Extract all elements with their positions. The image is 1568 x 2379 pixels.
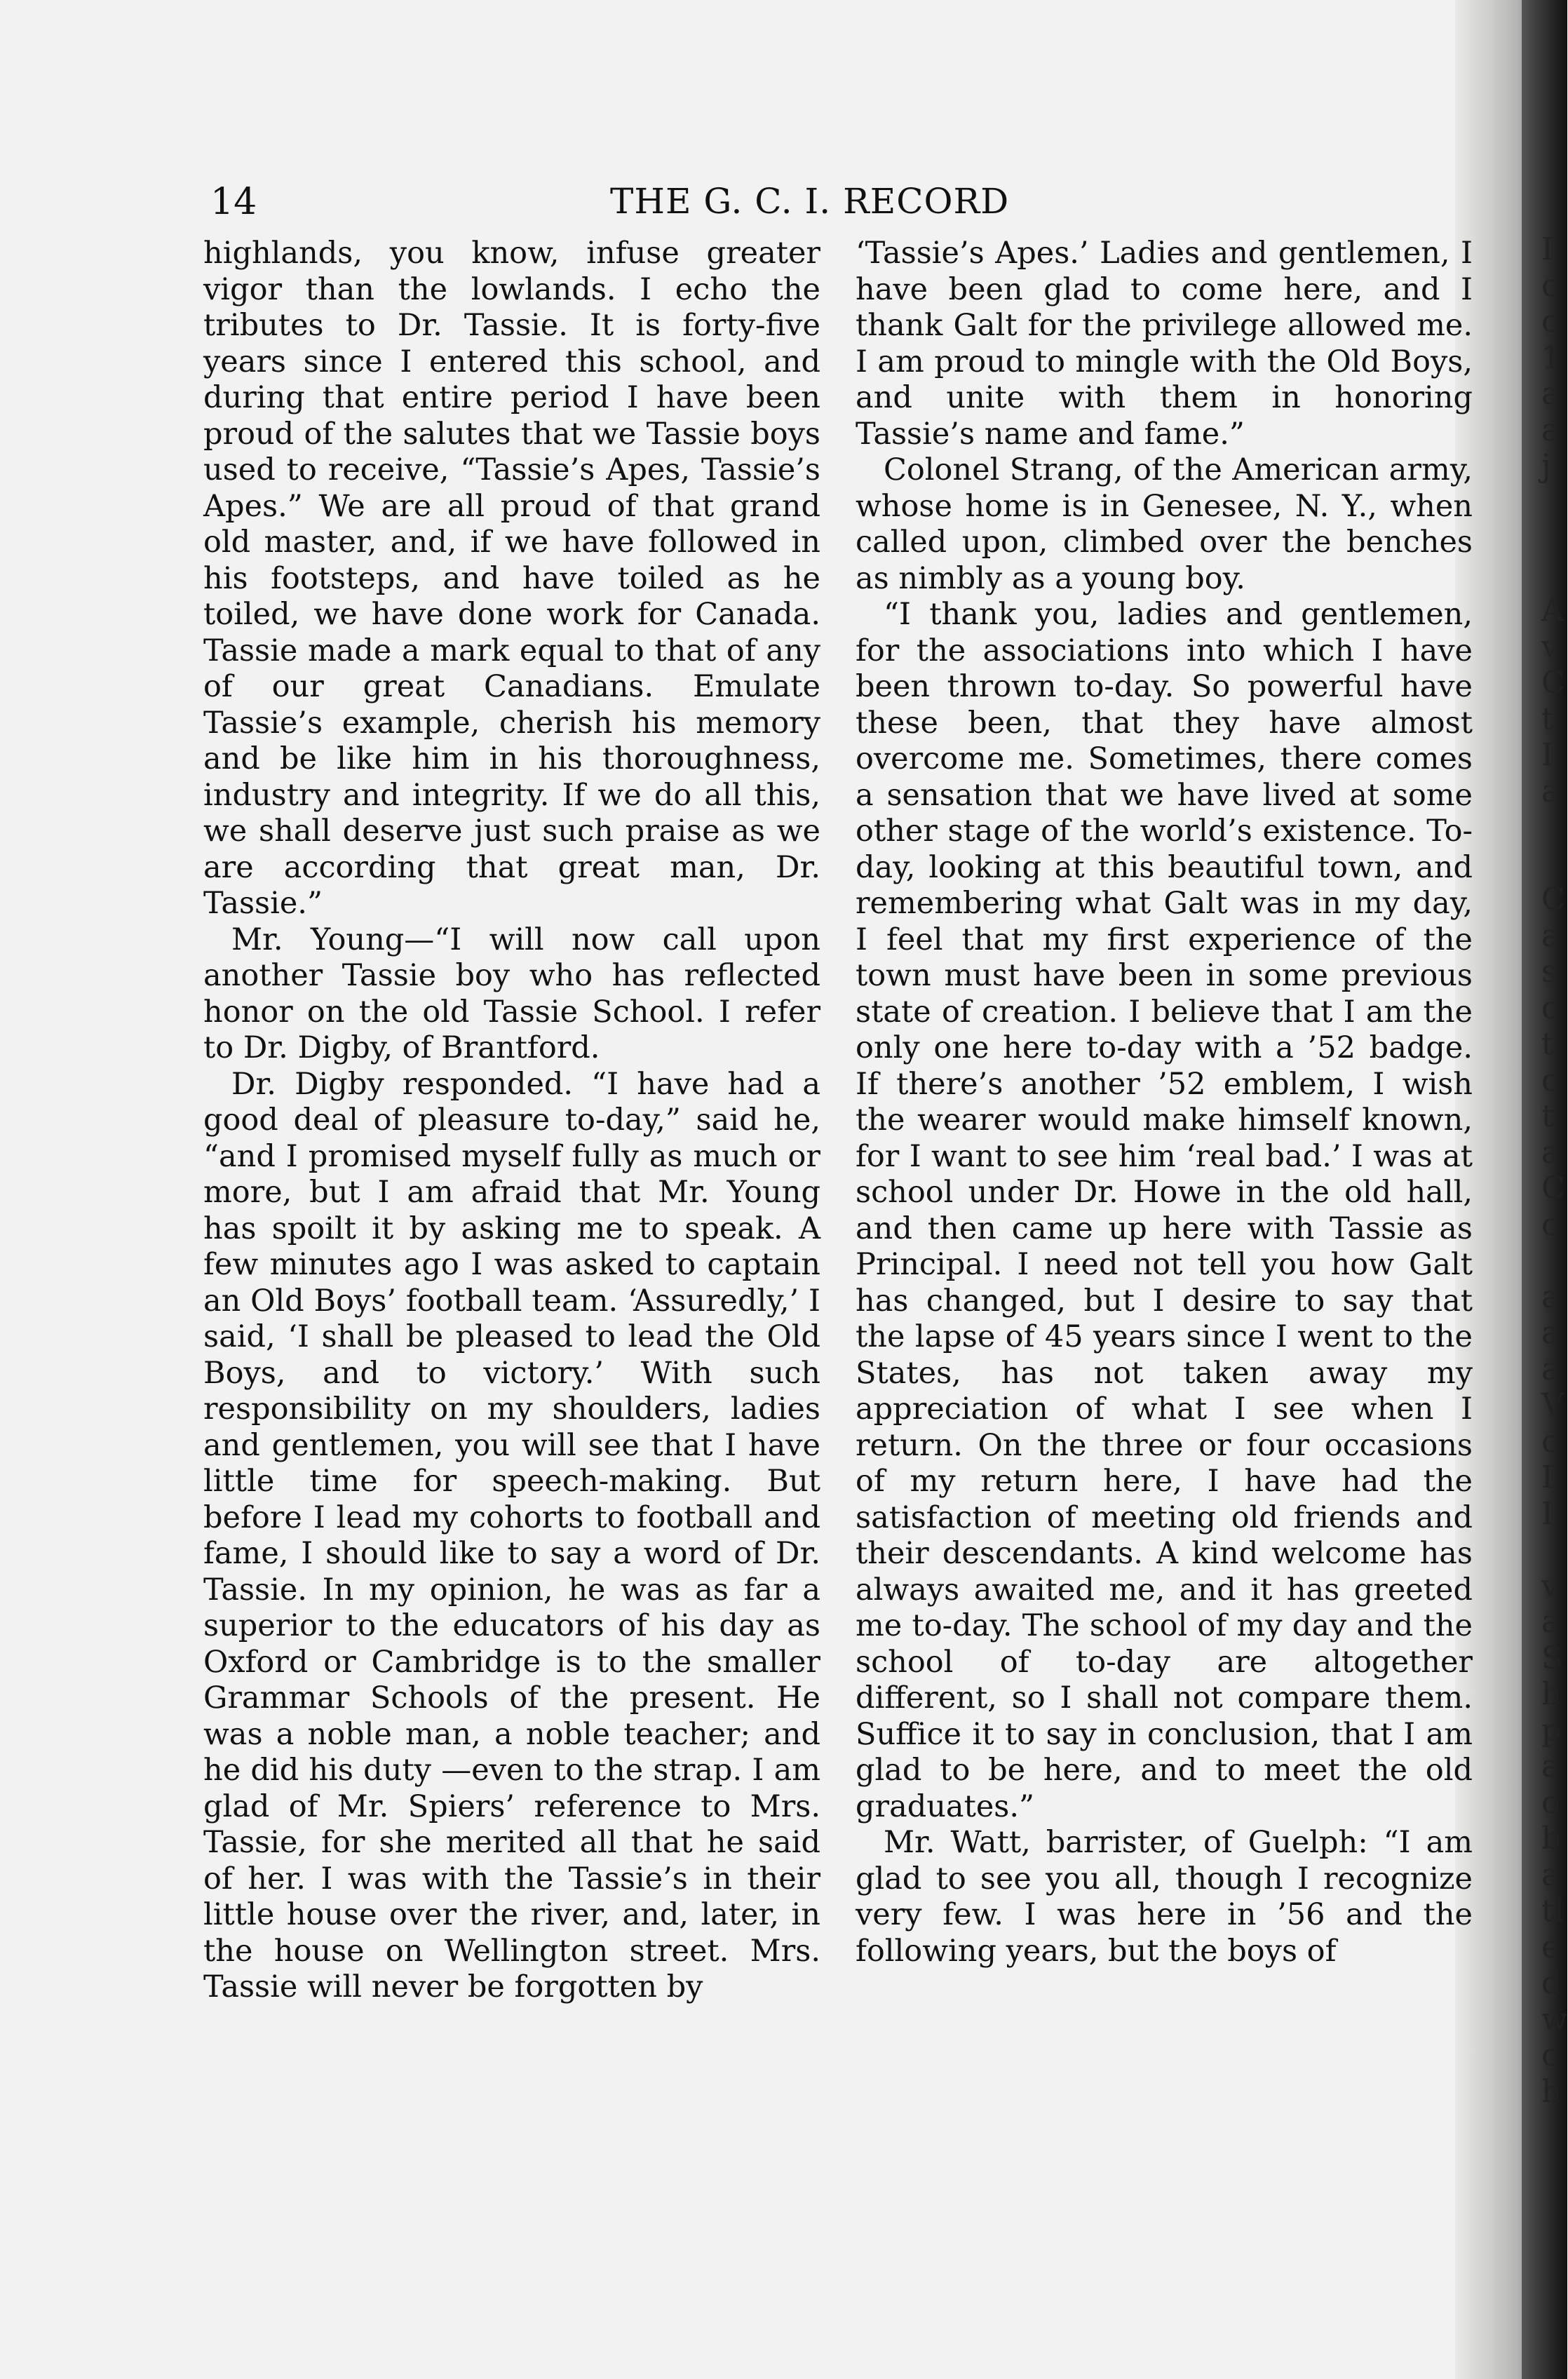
adjacent-page-letter: a [1541, 773, 1560, 809]
adjacent-page-letter: a [1541, 412, 1560, 448]
page-header [203, 181, 1466, 230]
adjacent-page-letter: c [1541, 2037, 1559, 2073]
adjacent-page-letter: t [1541, 1098, 1554, 1134]
adjacent-page-letter: e [1541, 1929, 1560, 1965]
adjacent-page-letter: v [1541, 1568, 1559, 1604]
adjacent-page-letter: a [1541, 1279, 1560, 1315]
page-number: 14 [210, 181, 257, 223]
adjacent-page-letter: c [1541, 990, 1559, 1026]
adjacent-page-letter: I [1541, 1460, 1554, 1495]
adjacent-page-letter: a [1541, 1315, 1560, 1351]
adjacent-page-letter: a [1541, 1856, 1560, 1893]
adjacent-page-letter: h [1541, 1676, 1562, 1712]
adjacent-page-letter: j [1541, 448, 1551, 484]
adjacent-page-letter: s [1541, 954, 1557, 990]
adjacent-page-letter: I [1541, 231, 1554, 267]
adjacent-page-letter [1541, 809, 1562, 846]
paragraph: Dr. Digby responded. “I have had a good deal of pleasure to-day,” said he, “and I promised myself fully as much or more, but I am afraid that Mr. Young has spoilt it by asking me to speak. A few minutes ago I was asked to captain an Old Boys’ football team. ‘Assuredly,’ I said, ‘I shall be pleased to lead the Old Boys, and to victory.’ With such responsibility on my shoulders, ladies and gentlemen, you will see that I have little time for speech-making. But before I lead my cohorts to football and fame, I should like to say a word of Dr. Tassie. In my opinion, he was as far a superior to the educators of his day as Oxford or Cambridge is to the smaller Grammar Schools of the present. He was a noble man, a noble teacher; and he did his duty —even to the strap. I am glad of Mr. Spiers’ reference to Mrs. Tassie, for she merited all that he said of her. I was with the Tassie’s in their little house over the river, and, later, in the house on Wellington street. Mrs. Tassie will never be forgotten by [203, 1066, 820, 2004]
paragraph: Colonel Strang, of the American army, whose home is in Genesee, N. Y., when called upon, climbed over the benches as nimbly as a young boy. [856, 452, 1473, 596]
adjacent-page-letter [1541, 1532, 1562, 1568]
adjacent-page-letter [1541, 1243, 1562, 1279]
adjacent-page-letter: h [1541, 2073, 1562, 2110]
left-column [203, 236, 820, 2006]
adjacent-page-letter: I [1541, 737, 1554, 773]
adjacent-page-fragment [1541, 231, 1568, 2110]
adjacent-page-letter [1541, 485, 1562, 521]
adjacent-page-letter: S [1541, 1640, 1563, 1676]
adjacent-page-letter [1541, 846, 1562, 882]
adjacent-page-letter: c [1541, 1206, 1559, 1243]
adjacent-page-letter: a [1541, 917, 1560, 954]
paragraph: Mr. Watt, barrister, of Guelph: “I am glad to see you all, though I recognize very few. I was here in ’56 and the following years, but the boys of [856, 1825, 1473, 1969]
adjacent-page-letter: 1 [1541, 339, 1561, 376]
adjacent-page-letter: c [1541, 1062, 1559, 1098]
adjacent-page-letter: w [1541, 2001, 1568, 2037]
adjacent-page-letter: t [1541, 701, 1554, 737]
adjacent-page-letter: C [1541, 1171, 1565, 1206]
adjacent-page-letter: a [1541, 1748, 1560, 1784]
adjacent-page-letter: c [1541, 267, 1559, 304]
adjacent-page-letter: V [1541, 1387, 1564, 1423]
adjacent-page-letter: a [1541, 1604, 1560, 1640]
adjacent-page-letter: o [1541, 1784, 1560, 1821]
paragraph: highlands, you know, infuse greater vigor than the lowlands. I echo the tributes to Dr. Tassie. It is forty-five years since I entered this school, and during that entire period I have been proud of the salutes that we Tassie boys used to receive, “Tassie’s Apes, Tassie’s Apes.” We are all proud of that grand old master, and, if we have followed in his footsteps, and have toiled as he toiled, we have done work for Canada. Tassie made a mark equal to that of any of our great Canadians. Emulate Tassie’s example, cherish his memory and be like him in his thoroughness, industry and integrity. If we do all this, we shall deserve just such praise as we are according that great man, Dr. Tassie.” [203, 236, 820, 921]
paragraph: Mr. Young—“I will now call upon another Tassie boy who has reflected honor on the old Tassie School. I refer to Dr. Digby, of Brantford. [203, 922, 820, 1065]
adjacent-page-letter: b [1541, 1821, 1562, 1856]
adjacent-page-letter: c [1541, 1423, 1559, 1460]
adjacent-page-letter: a [1541, 1351, 1560, 1387]
adjacent-page-letter: t [1541, 1026, 1554, 1062]
right-column [856, 236, 1473, 1969]
adjacent-page-letter: C [1541, 882, 1565, 917]
adjacent-page-letter: C [1541, 665, 1565, 701]
adjacent-page-letter: tl [1541, 1893, 1564, 1929]
adjacent-page-letter [1541, 520, 1562, 557]
adjacent-page-letter: d [1541, 1965, 1562, 2001]
adjacent-page-letter: A [1541, 593, 1564, 628]
adjacent-page-letter: v [1541, 628, 1559, 665]
adjacent-page-letter: p [1541, 1712, 1562, 1748]
adjacent-page-letter: I [1541, 1495, 1554, 1532]
running-title: THE G. C. I. RECORD [610, 181, 1010, 222]
adjacent-page-letter [1541, 557, 1562, 593]
adjacent-page-letter: a [1541, 376, 1560, 412]
adjacent-page-letter: c [1541, 304, 1559, 339]
adjacent-page-letter: a [1541, 1134, 1560, 1171]
paragraph: ‘Tassie’s Apes.’ Ladies and gentlemen, I have been glad to come here, and I thank Galt for the privilege allowed me. I am proud to mingle with the Old Boys, and unite with them in honoring Tassie’s name and fame.” [856, 236, 1473, 452]
paragraph: “I thank you, ladies and gentlemen, for the associations into which I have been thrown to-day. So powerful have these been, that they have almost overcome me. Sometimes, there comes a sensation that we have lived at some other stage of the world’s existence. To-day, looking at this beautiful town, and remembering what Galt was in my day, I feel that my first experience of the town must have been in some previous state of creation. I believe that I am the only one here to-day with a ’52 badge. If there’s another ’52 emblem, I wish the wearer would make himself known, for I want to see him ‘real bad.’ I was at school under Dr. Howe in the old hall, and then came up here with Tassie as Principal. I need not tell you how Galt has changed, but I desire to say that the lapse of 45 years since I went to the States, has not taken away my appreciation of what I see when I return. On the three or four occasions of my return here, I have had the satisfaction of meeting old friends and their descendants. A kind welcome has always awaited me, and it has greeted me to-day. The school of my day and the school of to-day are altogether different, so I shall not compare them. Suffice it to say in conclusion, that I am glad to be here, and to meet the old graduates.” [856, 597, 1473, 1824]
